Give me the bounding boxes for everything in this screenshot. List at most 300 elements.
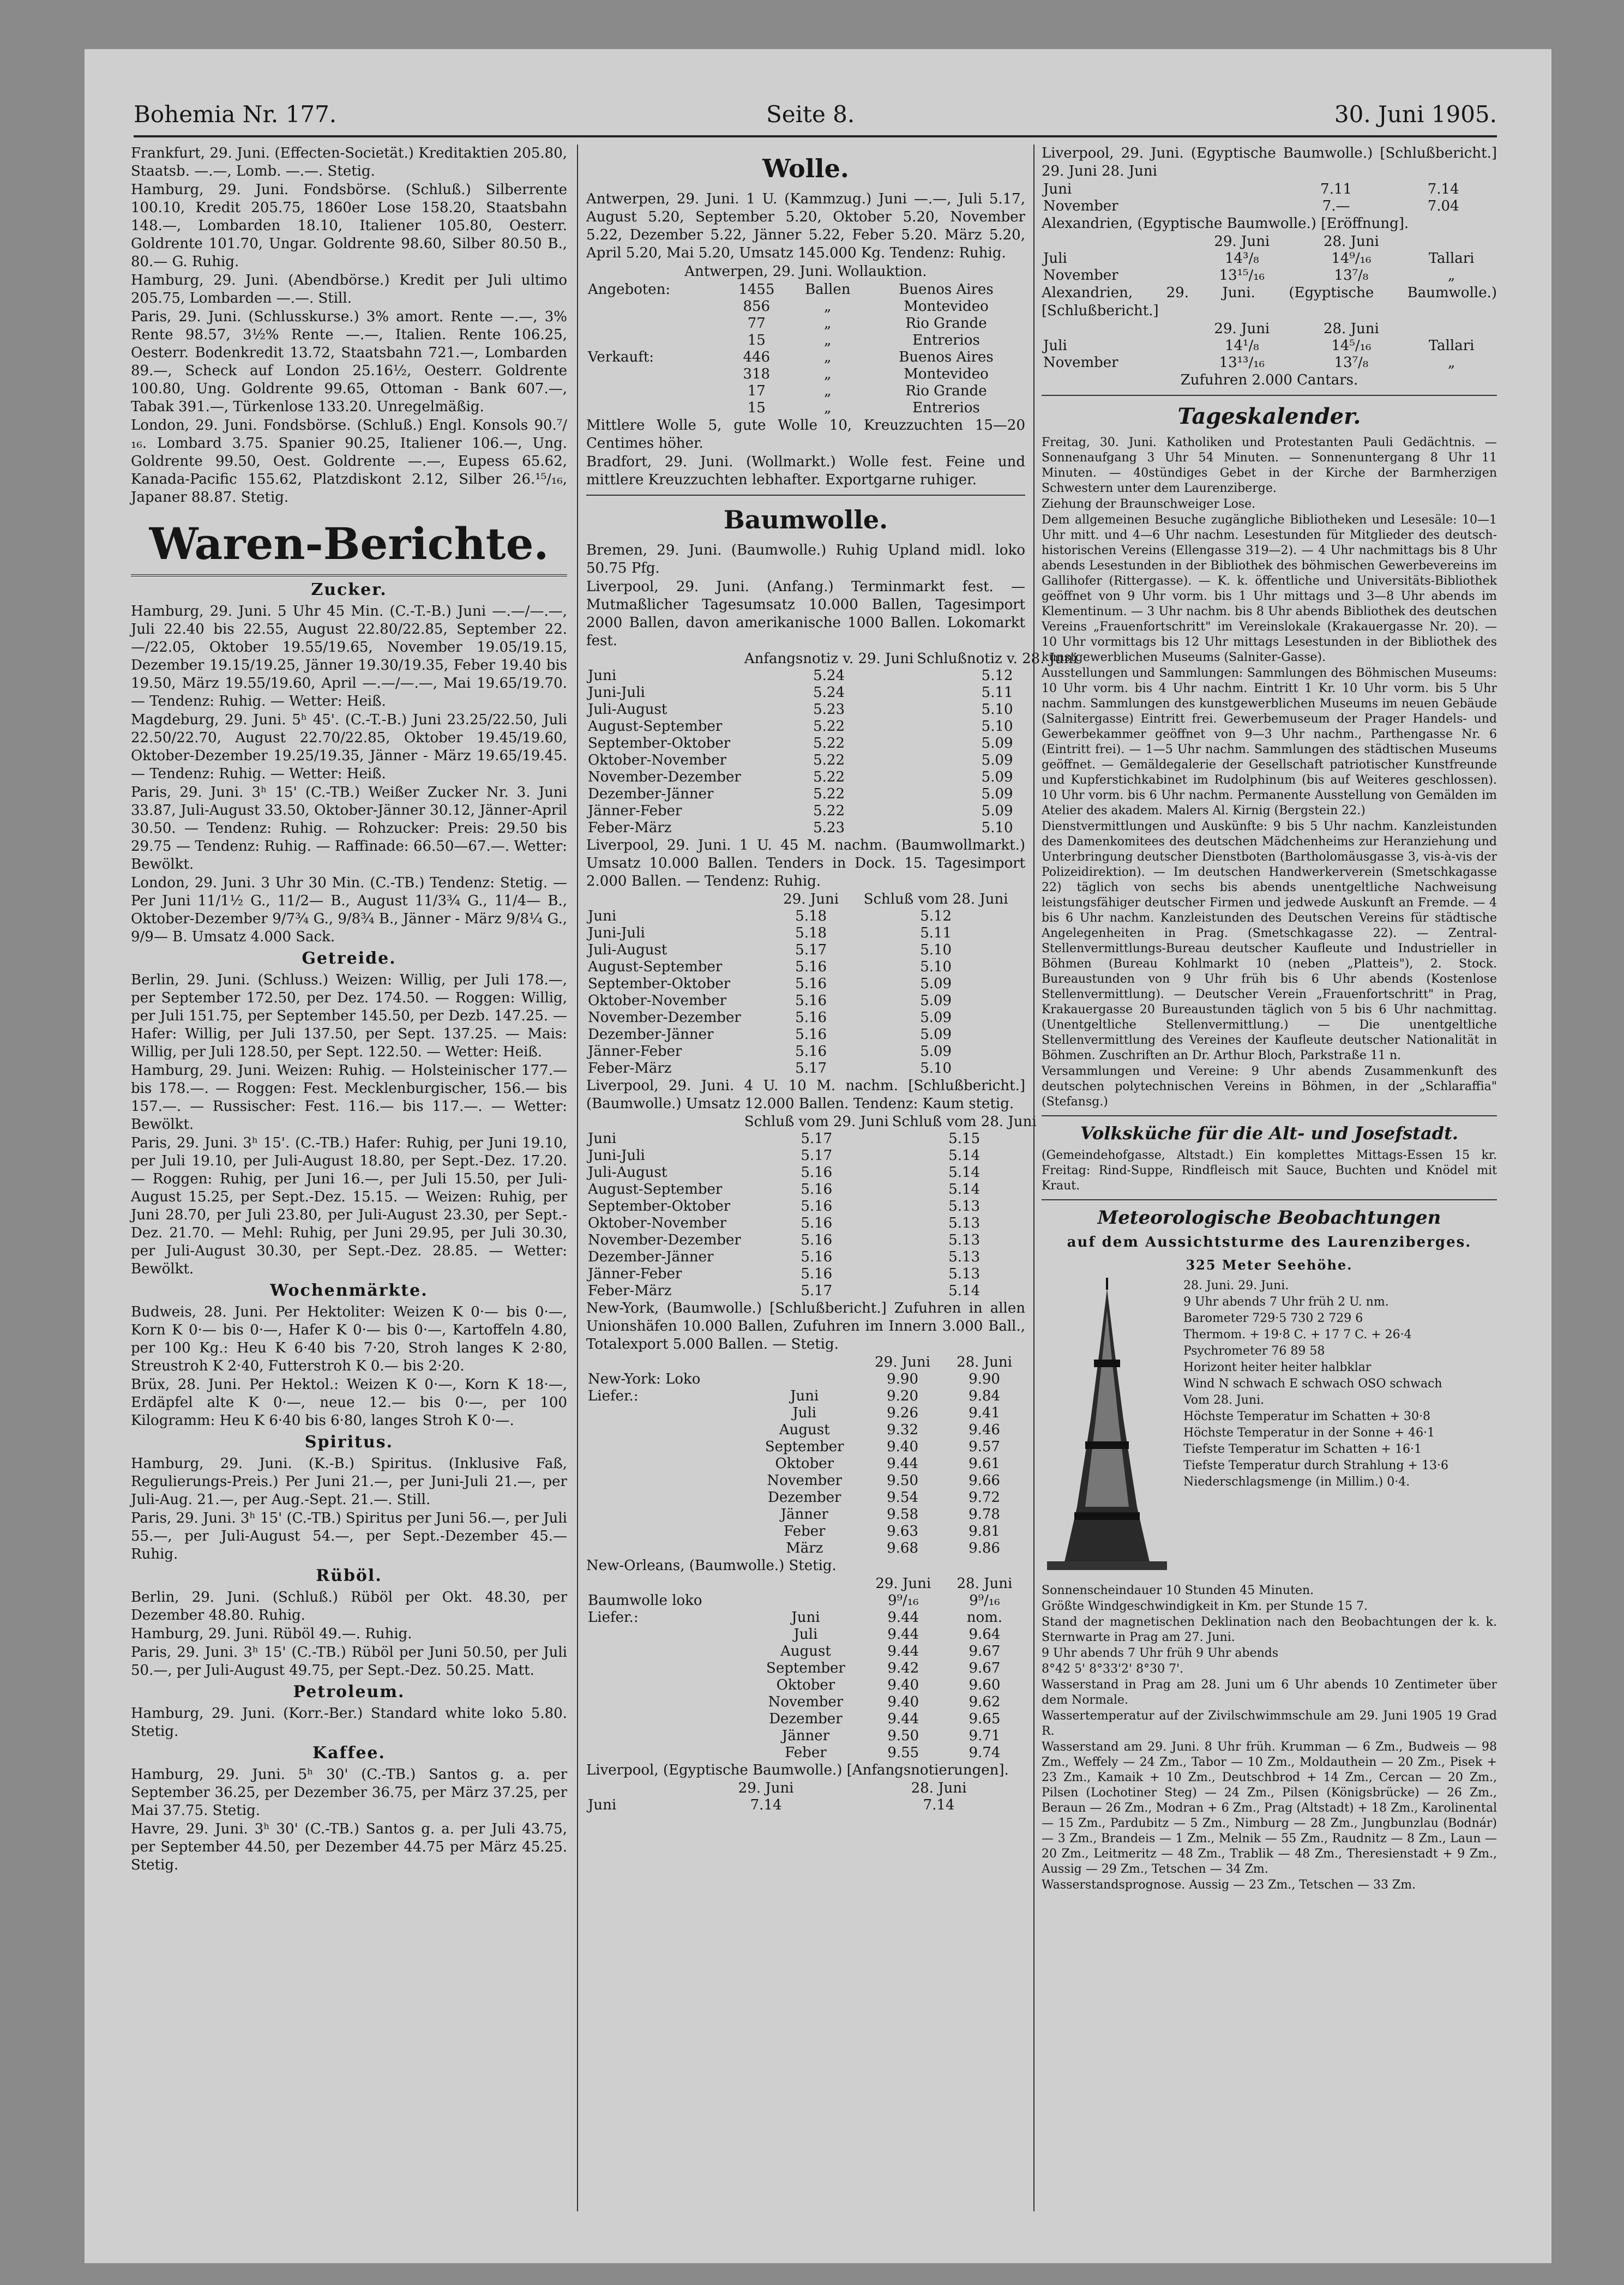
- publication-issue: Bohemia Nr. 177.: [134, 101, 337, 128]
- table-header-row: [586, 651, 1079, 668]
- table-row: [586, 332, 1025, 349]
- table-header-cell: 29. Juni: [875, 1576, 931, 1592]
- table-cell: 13⁷/₈: [1334, 354, 1369, 371]
- table-cell: Jänner-Feber: [588, 1266, 682, 1282]
- table-header-cell: [586, 1576, 749, 1592]
- table-cell: Buenos Aires: [899, 349, 994, 365]
- table-cell: September: [766, 1660, 845, 1676]
- report-paragraph: Hamburg, 29. Juni. 5ʰ 30' (C.-TB.) Santos g. a. per September 36.25, per Dezember 36.75, per März 37.25, per Mai 37.75. Stetig.: [131, 1766, 567, 1819]
- column-3: [1042, 145, 1497, 2211]
- table-cell: Juni: [588, 1797, 617, 1813]
- heading-kaffee: Kaffee.: [312, 1743, 386, 1763]
- table-cell: Juni: [790, 1388, 819, 1404]
- table-cell: „: [824, 315, 832, 332]
- table-cell: März: [786, 1540, 823, 1556]
- table-cell: 7.14: [750, 1797, 782, 1813]
- column-divider-1: [577, 145, 578, 2211]
- table-cell: 5.14: [948, 1147, 981, 1164]
- table-row: [586, 1745, 1025, 1761]
- table-cell: [586, 1506, 747, 1523]
- table-cell: 5.10: [981, 701, 1013, 718]
- table-row: [586, 1131, 1038, 1147]
- table-row: [586, 349, 1025, 366]
- table-cell: [747, 1371, 862, 1388]
- table-cell: 5.16: [795, 976, 827, 992]
- table-cell: 9.44: [887, 1643, 919, 1659]
- table-cell: Buenos Aires: [899, 281, 994, 298]
- alexandrien-schluss: Alexandrien, 29. Juni. (Egyptische Baumwolle.) [Schlußbericht.]: [1042, 285, 1497, 319]
- table-cell: 1455: [738, 281, 775, 298]
- table-row: [586, 735, 1079, 752]
- table-cell: 9.40: [887, 1677, 919, 1693]
- table-cell: 9.60: [969, 1677, 1001, 1693]
- table-cell: Jänner-Feber: [588, 803, 682, 819]
- wolle-bradfort: Bradfort, 29. Juni. (Wollmarkt.) Wolle fest. Feine und mittlere Kreuzzuchten lebhafter. Exportgarne ruhiger.: [586, 454, 1025, 488]
- table-row: [586, 1388, 1025, 1405]
- table-cell: November-Dezember: [588, 769, 741, 785]
- table-cell: 7.14: [923, 1797, 955, 1813]
- table-row: [586, 1215, 1038, 1232]
- report-paragraph: Berlin, 29. Juni. (Schluss.) Weizen: Willig, per Juli 178.—, per September 172.50, per Dez. 174.50. — Roggen: Willig, per Juli 151.75, per September 145.50, per Dezb. 147.25. — Hafer: Willig, per Juli 137.50, per Sept. 137.25. — Mais: Willig, per Juli 128.50, per Sept. 122.50. — Wetter: Heiß.: [131, 972, 567, 1060]
- table-cell: Juni-Juli: [588, 684, 645, 701]
- table-cell: Montevideo: [904, 366, 989, 382]
- table-row: [586, 1060, 1025, 1077]
- table-cell: 5.16: [801, 1198, 833, 1214]
- table-row: [586, 383, 1025, 400]
- table-cell: August: [779, 1422, 830, 1438]
- table-row: [586, 1540, 1025, 1557]
- table-header-row: [1042, 321, 1497, 338]
- wolle-antwerpen-kammzug: Antwerpen, 29. Juni. 1 U. (Kammzug.) Juni —.—, Juli 5.17, August 5.20, September 5.20, Oktober 5.20, November 5.22, Dezember 5.22, Jänner 5.22, Feber 5.20. März 5.20, April 5.20, Mai 5.20, Umsatz 145.000 Kg. Tendenz: Ruhig.: [586, 191, 1025, 261]
- report-paragraph: Berlin, 29. Juni. (Schluß.) Rüböl per Okt. 48.30, per Dezember 48.80. Ruhig.: [131, 1589, 567, 1623]
- table-row: [586, 281, 1025, 298]
- table-cell: 5.09: [981, 786, 1013, 802]
- baumwolle-liverpool-anfang: Liverpool, 29. Juni. (Anfang.) Terminmarkt fest. — Mutmaßlicher Tagesumsatz 10.000 Ballen, Tagesimport 2000 Ballen, davon amerikanische 1000 Ballen. Lokomarkt fest.: [586, 579, 1025, 649]
- table-cell: 7.14: [1427, 181, 1459, 197]
- table-row: [586, 1232, 1038, 1249]
- table-cell: 13¹³/₁₆: [1219, 354, 1265, 371]
- table-cell: Feber-März: [588, 820, 672, 836]
- baumwolle-liverpool-mittag: Liverpool, 29. Juni. 1 U. 45 M. nachm. (Baumwollmarkt.) Umsatz 10.000 Ballen. Tenders in Dock. 15. Tagesimport 2.000 Ballen. — Tendenz: Ruhig.: [586, 837, 1025, 889]
- table-header-cell: 28. Juni: [911, 1780, 967, 1796]
- table-cell: Dezember: [769, 1711, 843, 1727]
- table-cell: November: [1043, 267, 1118, 284]
- table-cell: August-September: [588, 959, 723, 975]
- table-cell: Dezember: [768, 1489, 841, 1506]
- table-cell: 5.10: [981, 718, 1013, 735]
- table-cell: Feber-März: [588, 1060, 672, 1077]
- table-header-cell: [747, 1354, 862, 1371]
- report-paragraph: Tiefste Temperatur im Schatten + 16·1: [1183, 1442, 1422, 1456]
- table-cell: „: [1447, 354, 1455, 371]
- table-cell: 9.42: [887, 1660, 919, 1676]
- table-cell: 15: [747, 400, 766, 416]
- report-paragraph: Wasserstand am 29. Juni. 8 Uhr früh. Krumman — 6 Zm., Budweis — 98 Zm., Weffely — 24 Zm., Tabor — 10 Zm., Moldauthein — 20 Zm., Pisek + 23 Zm., Kamaik + 10 Zm., Deutschbrod + 14 Zm., Cercan — 20 Zm., Pilsen (Lochotiner Steg) — 24 Zm., Pilsen (Königsbrücke) — 26 Zm., Beraun — 26 Zm., Modran + 6 Zm., Prag (Altstadt) + 18 Zm., Karolinental — 15 Zm., Pardubitz — 5 Zm., Nimburg — 28 Zm., Jungbunzlau (Bodnár) — 3 Zm., Brandeis — 1 Zm., Melnik — 55 Zm., Raudnitz — 8 Zm., Laun — 20 Zm., Leitmeritz — 48 Zm., Trablik — 48 Zm., Theresienstadt + 9 Zm., Aussig — 29 Zm., Tetschen — 34 Zm.: [1042, 1740, 1497, 1876]
- table-cell: 5.16: [795, 993, 827, 1009]
- alexandrien-zufuhren: Zufuhren 2.000 Cantars.: [1180, 372, 1358, 388]
- table-cell: 9.26: [887, 1405, 918, 1421]
- table-cell: „: [824, 400, 832, 416]
- table-row: [586, 366, 1025, 383]
- table-cell: 9.44: [887, 1711, 919, 1727]
- report-paragraph: Paris, 29. Juni. 3ʰ 15'. (C.-TB.) Hafer: Ruhig, per Juni 19.10, per Juli 19.10, per Juli-August 18.80, per Sept.-Dez. 17.20. — Roggen: Ruhig, per Juni 16.—, per Juli 15.50, per Juli-August 15.25, per Sept.-Dez. 15.15. — Weizen: Ruhig, per Juni 28.70, per Juli 23.80, per Juli-August 23.30, per Sept.-Dez. 21.70. — Mehl: Ruhig, per Juni 29.95, per Juli 30.30, per Juli-August 30.30, per Sept.-Dez. 28.85. — Wetter: Bewölkt.: [131, 1135, 567, 1277]
- table-row: [586, 1422, 1025, 1439]
- table-row: [586, 1523, 1025, 1540]
- table-row: [586, 298, 1025, 315]
- liverpool-schluss-table: [586, 1114, 1038, 1300]
- table-cell: August-September: [588, 1181, 723, 1198]
- table-cell: Feber-März: [588, 1283, 672, 1299]
- table-header-cell: [586, 1114, 743, 1131]
- table-cell: 5.13: [948, 1266, 981, 1282]
- table-row: [586, 1371, 1025, 1388]
- egyptian-cotton-table: [586, 1780, 1025, 1814]
- table-cell: Oktober-November: [588, 993, 727, 1009]
- heading-petroleum: Petroleum.: [293, 1682, 405, 1701]
- table-cell: 9.84: [969, 1388, 1000, 1404]
- table-header-cell: [1406, 233, 1497, 250]
- table-cell: New-York: Loko: [588, 1371, 701, 1387]
- table-cell: Juli-August: [588, 1164, 667, 1181]
- heading-baumwolle: Baumwolle.: [723, 505, 888, 534]
- table-header-cell: Schluß vom 29. Juni: [744, 1114, 889, 1130]
- meteorologie-block: [1042, 1278, 1497, 1583]
- table-row: [586, 1266, 1038, 1283]
- table-cell: Rio Grande: [905, 383, 987, 399]
- report-paragraph: Paris, 29. Juni. (Schlusskurse.) 3% amort. Rente —.—, 3% Rente 98.57, 3½% Rente —.—, Italien. Rente 106.25, Oesterr. Bodenkredit 13.72, Staatsbahn 721.—, Lombarden 89.—, Scheck auf London 25.16½, Oesterr. Goldrente 100.80, Ung. Goldrente 99.65, Ottoman - Bank 607.—, Tabak 391.—, Türkenlose 133.20. Unregelmäßig.: [131, 309, 567, 415]
- table-cell: 9.20: [887, 1388, 918, 1404]
- table-cell: 9.44: [887, 1456, 918, 1472]
- table-cell: Entrerios: [912, 332, 980, 348]
- table-cell: 9.67: [969, 1643, 1001, 1659]
- table-row: [586, 1626, 1025, 1643]
- table-cell: [586, 1660, 749, 1677]
- table-cell: 5.18: [795, 925, 827, 941]
- report-paragraph: Hamburg, 29. Juni. Fondsbörse. (Schluß.) Silberrente 100.10, Kredit 205.75, 1860er Lose 158.20, Staatsbahn 148.—, Lombarden 18.10, Italiener 105.80, Oesterr. Goldrente 101.70, Ungar. Goldrente 98.60, Silber 80.50 B., 80.— G. Ruhig.: [131, 182, 567, 270]
- table-cell: Feber: [785, 1745, 827, 1761]
- table-cell: „: [1447, 267, 1455, 284]
- spiritus-reports: [131, 1455, 567, 1564]
- table-cell: 5.22: [813, 735, 845, 751]
- table-header-cell: [1042, 321, 1187, 338]
- table-header-row: [586, 1576, 1025, 1592]
- table-cell: 5.09: [981, 752, 1013, 768]
- table-cell: [586, 1489, 747, 1506]
- report-paragraph: Hamburg, 29. Juni. (Korr.-Ber.) Standard white loko 5.80. Stetig.: [131, 1705, 567, 1740]
- table-cell: [586, 1472, 747, 1489]
- table-cell: Jänner-Feber: [588, 1043, 682, 1060]
- table-cell: September: [765, 1439, 844, 1455]
- table-cell: Juni: [791, 1609, 820, 1626]
- table-row: [1042, 267, 1497, 284]
- table-row: [586, 1506, 1025, 1523]
- alexandrien-eroeffnung-table: [1042, 233, 1497, 284]
- table-cell: 5.14: [948, 1283, 981, 1299]
- table-cell: [586, 1728, 749, 1745]
- table-row: [1042, 181, 1497, 198]
- report-paragraph: Paris, 29. Juni. 3ʰ 15' (C.-TB.) Rüböl per Juni 50.50, per Juli 50.—, per Juli-August 49.75, per Sept.-Dez. 50.25. Matt.: [131, 1644, 567, 1679]
- table-header-cell: [586, 1354, 747, 1371]
- table-cell: [586, 1626, 749, 1643]
- table-cell: 9.32: [887, 1422, 918, 1438]
- table-header-cell: [749, 1576, 863, 1592]
- table-cell: 5.11: [981, 684, 1013, 701]
- report-paragraph: Frankfurt, 29. Juni. (Effecten-Societät.) Kreditaktien 205.80, Staatsb. —.—, Lomb. —.—. Stetig.: [131, 145, 567, 179]
- table-row: [586, 1405, 1025, 1422]
- table-row: [586, 718, 1079, 735]
- table-cell: 5.12: [920, 908, 952, 924]
- table-cell: 5.16: [795, 1009, 827, 1026]
- table-cell: 9.74: [969, 1745, 1001, 1761]
- table-cell: 13¹⁵/₁₆: [1219, 267, 1265, 284]
- rueboel-reports: [131, 1589, 567, 1680]
- getreide-reports: [131, 971, 567, 1278]
- table-cell: 5.22: [813, 718, 845, 735]
- table-cell: 9.44: [887, 1626, 919, 1643]
- page-header: [134, 101, 1497, 145]
- table-row: [586, 769, 1079, 786]
- table-cell: Oktober: [776, 1677, 835, 1693]
- table-cell: 9.72: [969, 1489, 1000, 1506]
- table-cell: [586, 1745, 749, 1761]
- report-paragraph: 9 Uhr abends 7 Uhr früh 9 Uhr abends: [1042, 1646, 1279, 1660]
- divider: [1042, 395, 1497, 396]
- report-paragraph: Wasserstand in Prag am 28. Juni um 6 Uhr abends 10 Zentimeter über dem Normale.: [1042, 1678, 1497, 1707]
- table-row: [586, 1660, 1025, 1677]
- table-row: [586, 1164, 1038, 1181]
- heading-getreide: Getreide.: [302, 949, 396, 968]
- table-cell: 15: [747, 332, 766, 348]
- table-cell: 9.55: [887, 1745, 919, 1761]
- heading-wochenmaerkte: Wochenmärkte.: [270, 1281, 428, 1300]
- table-header-cell: 29. Juni: [1214, 321, 1270, 337]
- table-cell: Juli-August: [588, 942, 667, 958]
- table-cell: November: [768, 1694, 844, 1710]
- table-cell: 13⁷/₈: [1334, 267, 1369, 284]
- table-cell: 9.50: [887, 1728, 919, 1744]
- report-paragraph: Ausstellungen und Sammlungen: Sammlungen des Böhmischen Museums: 10 Uhr vorm. bis 4 Uhr nachm. Eintritt 1 Kr. 10 Uhr vorm. bis 5 Uhr nachm. Sammlungen des kunstgewerblichen Museums im neuen Gebäude (Salnitergasse) Eintritt frei. Gewerbemuseum der Prager Handels- und Gewerbekammer geöffnet von 9—3 Uhr nachm., Parthengasse Nr. 6 (Eintritt frei). — 1—5 Uhr nachm. Sammlungen des städtischen Museums geöffnet. — Gemäldegalerie der Gesellschaft patriotischer Kunstfreunde und Kupferstichkabinet im Rudolphinum (bis auf Weiteres geschlossen). 10 Uhr vorm. bis 6 Uhr nachm. Permanente Ausstellung von Gemälden im Atelier des akadem. Malers Al. Kirnig (Bergstein 22.): [1042, 666, 1497, 817]
- table-cell: 5.24: [813, 668, 845, 684]
- table-row: [586, 1181, 1038, 1198]
- table-cell: Baumwolle loko: [588, 1592, 702, 1609]
- table-row: [586, 752, 1079, 769]
- table-cell: 5.15: [948, 1131, 981, 1147]
- table-row: [586, 1198, 1038, 1215]
- table-cell: 5.09: [920, 1026, 952, 1043]
- table-cell: 5.16: [801, 1232, 833, 1248]
- table-row: [586, 1456, 1025, 1472]
- table-cell: Montevideo: [904, 298, 989, 315]
- table-cell: November-Dezember: [588, 1009, 741, 1026]
- table-cell: [586, 1694, 749, 1711]
- table-cell: „: [824, 349, 832, 365]
- table-header-cell: 28. Juni: [1323, 321, 1379, 337]
- table-cell: [586, 1540, 747, 1557]
- table-cell: [586, 1711, 749, 1728]
- table-cell: September-Oktober: [588, 976, 731, 992]
- table-cell: [586, 1677, 749, 1694]
- table-cell: 14⁵/₁₆: [1331, 338, 1372, 354]
- table-cell: 5.18: [795, 908, 827, 924]
- report-paragraph: Horizont heiter heiter halbklar: [1183, 1361, 1372, 1374]
- table-row: [586, 701, 1079, 718]
- table-cell: Juli: [1043, 338, 1067, 354]
- table-row: [586, 803, 1079, 820]
- table-header-row: [586, 1780, 1025, 1797]
- report-paragraph: Wassertemperatur auf der Zivilschwimmschule am 29. Juni 1905 19 Grad R.: [1042, 1709, 1497, 1738]
- table-cell: [586, 1523, 747, 1540]
- report-paragraph: Hamburg, 29. Juni. (K.-B.) Spiritus. (Inklusive Faß, Regulierungs-Preis.) Per Juni 21.—, per Juni-Juli 21.—, per Juli-Aug. 21.—, per Aug.-Sept. 21.—. Still.: [131, 1456, 567, 1508]
- report-paragraph: Tiefste Temperatur durch Strahlung + 13·6: [1183, 1459, 1448, 1472]
- table-row: [586, 1711, 1025, 1728]
- table-cell: 5.14: [948, 1181, 981, 1198]
- report-paragraph: Barometer 729·5 730 2 729 6: [1183, 1312, 1363, 1325]
- table-header-cell: [1042, 233, 1187, 250]
- table-cell: Juni: [588, 668, 617, 684]
- table-row: [1042, 338, 1497, 354]
- table-cell: 9.54: [887, 1489, 918, 1506]
- table-cell: Oktober: [775, 1456, 834, 1472]
- table-row: [586, 1147, 1038, 1164]
- table-cell: 5.17: [801, 1147, 833, 1164]
- table-row: [586, 1026, 1025, 1043]
- table-header-cell: [586, 891, 775, 908]
- table-cell: November: [1043, 354, 1118, 371]
- table-cell: 9⁹/₁₆: [969, 1592, 1000, 1609]
- table-header-cell: [586, 651, 743, 668]
- table-header-cell: [1406, 321, 1497, 338]
- table-row: [586, 1592, 1025, 1609]
- table-cell: Juni: [588, 1131, 617, 1147]
- table-cell: 5.09: [981, 735, 1013, 751]
- table-row: [586, 1643, 1025, 1660]
- report-paragraph: Psychrometer 76 89 58: [1183, 1344, 1325, 1358]
- table-cell: [586, 1422, 747, 1439]
- table-cell: 9.71: [969, 1728, 1001, 1744]
- table-row: [1042, 250, 1497, 267]
- report-paragraph: Hamburg, 29. Juni. Rüböl 49.—. Ruhig.: [131, 1626, 412, 1642]
- table-row: [586, 1009, 1025, 1026]
- table-cell: [586, 315, 725, 332]
- table-cell: 5.16: [795, 1043, 827, 1060]
- baumwolle-new-york: New-York, (Baumwolle.) [Schlußbericht.] Zufuhren in allen Unionshäfen 10.000 Ballen, Zufuhren im Innern 3.000 Ball., Totalexport 5.000 Ballen. — Stetig.: [586, 1300, 1025, 1352]
- table-cell: 5.23: [813, 701, 845, 718]
- report-paragraph: Sonnenscheindauer 10 Stunden 45 Minuten.: [1042, 1584, 1314, 1597]
- table-cell: [586, 332, 725, 349]
- table-cell: [586, 383, 725, 400]
- table-row: [586, 942, 1025, 959]
- table-row: [586, 820, 1079, 837]
- table-cell: Juni-Juli: [588, 925, 645, 941]
- table-cell: 5.22: [813, 786, 845, 802]
- petroleum-reports: [131, 1705, 567, 1741]
- new-orleans-table: [586, 1576, 1025, 1761]
- table-cell: 9.86: [969, 1540, 1000, 1556]
- table-cell: 9.50: [887, 1472, 918, 1489]
- alexandrien-eroeffnung: Alexandrien, (Egyptische Baumwolle.) [Eröffnung].: [1042, 215, 1409, 232]
- table-cell: 9.46: [969, 1422, 1000, 1438]
- table-cell: Jänner: [780, 1506, 828, 1523]
- egyptian-liverpool-table: [1042, 181, 1497, 215]
- table-row: [586, 1283, 1038, 1300]
- table-row: [586, 1728, 1025, 1745]
- report-paragraph: Freitag, 30. Juni. Katholiken und Protestanten Pauli Gedächtnis. — Sonnenaufgang 3 Uhr 54 Minuten. — Sonnenuntergang 8 Uhr 11 Minuten. — 40stündiges Gebet in der Kirche der Barmherzigen Schwestern unter dem Laurenziberge.: [1042, 436, 1497, 495]
- table-cell: 7.11: [1320, 181, 1352, 197]
- table-row: [586, 1472, 1025, 1489]
- report-paragraph: Hamburg, 29. Juni. Weizen: Ruhig. — Holsteinischer 177.— bis 178.—. — Roggen: Fest. Mecklenburgischer, 156.— bis 157.—. — Russischer: Fest. 116.— bis 117.—. — Wetter: Bewölkt.: [131, 1062, 567, 1133]
- table-row: [586, 1797, 1025, 1814]
- divider: [1042, 1199, 1497, 1200]
- table-header-cell: 29. Juni: [875, 1354, 930, 1370]
- heading-zucker: Zucker.: [311, 580, 387, 599]
- baumwolle-new-orleans: New-Orleans, (Baumwolle.) Stetig.: [586, 1558, 837, 1574]
- table-cell: 5.16: [801, 1164, 833, 1181]
- table-cell: 9.81: [969, 1523, 1000, 1540]
- table-cell: 318: [743, 366, 771, 382]
- table-cell: nom.: [966, 1609, 1003, 1626]
- table-cell: 5.13: [948, 1198, 981, 1214]
- liverpool-mittag-table: [586, 891, 1025, 1077]
- table-cell: Juli-August: [588, 701, 667, 718]
- table-cell: 5.09: [920, 976, 952, 992]
- table-cell: September-Oktober: [588, 1198, 731, 1214]
- table-cell: Verkauft:: [588, 349, 654, 365]
- table-cell: Juni-Juli: [588, 1147, 645, 1164]
- report-paragraph: Ziehung der Braunschweiger Lose.: [1042, 497, 1256, 511]
- issue-date: 30. Juni 1905.: [1334, 101, 1497, 128]
- table-header-cell: 28. Juni: [957, 1354, 1012, 1370]
- table-row: [586, 315, 1025, 332]
- petrin-tower-illustration: [1042, 1278, 1172, 1572]
- report-paragraph: London, 29. Juni. 3 Uhr 30 Min. (C.-TB.) Tendenz: Stetig. — Per Juni 11/1½ G., 11/2— B., August 11/3¾ G., 11/4— B., Oktober-Dezember 9/7¾ G., 9/8¾ B., Jänner - März 9/8¼ G., 9/9— B. Umsatz 4.000 Sack.: [131, 875, 567, 945]
- table-cell: [586, 1643, 749, 1660]
- meteorologie-values: [1183, 1278, 1491, 1490]
- report-paragraph: Höchste Temperatur in der Sonne + 46·1: [1183, 1426, 1435, 1440]
- table-row: [586, 684, 1079, 701]
- heading-wolle: Wolle.: [762, 154, 849, 183]
- table-cell: Rio Grande: [905, 315, 987, 332]
- table-cell: 5.22: [813, 803, 845, 819]
- table-cell: Juli: [793, 1626, 818, 1643]
- wolle-auction-tail: Mittlere Wolle 5, gute Wolle 10, Kreuzzuchten 15—20 Centimes höher.: [586, 417, 1025, 452]
- table-cell: 9.41: [969, 1405, 1000, 1421]
- report-paragraph: Havre, 29. Juni. 3ʰ 30' (C.-TB.) Santos g. a. per Juli 43.75, per September 44.50, per Dezember 44.75 per März 45.25. Stetig.: [131, 1821, 567, 1873]
- report-paragraph: Stand der magnetischen Deklination nach den Beobachtungen der k. k. Sternwarte in Prag am 27. Juni.: [1042, 1615, 1497, 1644]
- report-paragraph: 28. Juni. 29. Juni.: [1183, 1279, 1289, 1292]
- table-header-row: [1042, 233, 1497, 250]
- report-paragraph: Hamburg, 29. Juni. (Abendbörse.) Kredit per Juli ultimo 205.75, Lombarden —.—. Still.: [131, 272, 567, 306]
- table-cell: 5.10: [981, 820, 1013, 836]
- table-header-cell: 28. Juni: [957, 1576, 1013, 1592]
- table-header-row: [586, 891, 1025, 908]
- report-paragraph: Budweis, 28. Juni. Per Hektoliter: Weizen K 0·— bis 0·—, Korn K 0·— bis 0·—, Hafer K 0·— bis 0·—, Kartoffeln 4.80, per 100 Kg.: Heu K 6·40 bis 7·20, Stroh langes K 2·80, Streustroh K 2·40, Futterstroh K 0.— bis 2·20.: [131, 1304, 567, 1374]
- table-cell: Liefer.:: [588, 1388, 639, 1404]
- table-row: [586, 1677, 1025, 1694]
- table-cell: Juni: [1043, 181, 1072, 197]
- wolle-antwerpen-auktion: Antwerpen, 29. Juni. Wollauktion.: [684, 263, 927, 280]
- table-cell: [586, 366, 725, 383]
- table-cell: 5.09: [981, 803, 1013, 819]
- table-cell: Feber: [783, 1523, 826, 1540]
- table-cell: Ballen: [805, 281, 851, 298]
- wochenmaerkte-reports: [131, 1303, 567, 1430]
- table-row: [1042, 198, 1497, 215]
- volkskueche-text: (Gemeindehofgasse, Altstadt.) Ein komplettes Mittags-Essen 15 kr. Freitag: Rind-Suppe, Rindfleisch mit Sauce, Buchten und Knödel mit Kraut.: [1042, 1148, 1497, 1193]
- table-cell: [586, 1456, 747, 1472]
- table-cell: „: [824, 332, 832, 348]
- table-cell: 5.12: [981, 668, 1013, 684]
- table-cell: August-September: [588, 718, 723, 735]
